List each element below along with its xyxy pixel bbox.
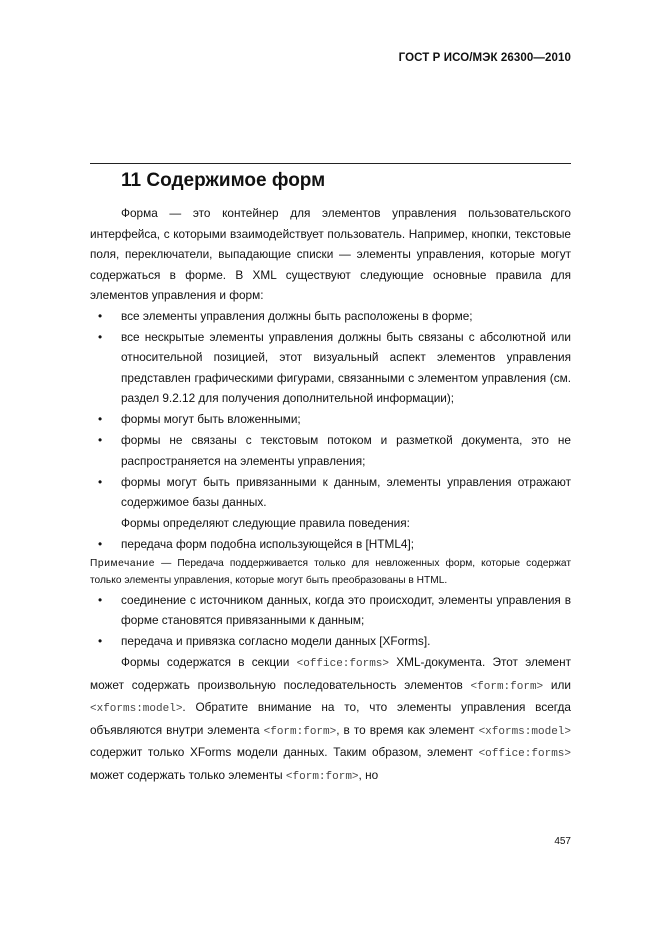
note-label: Примечание [90, 557, 155, 569]
list-item: • формы не связаны с текстовым потоком и разметкой документа, это не распространяется на элементы управления; [90, 430, 571, 471]
code-form-form: <form:form> [285, 770, 359, 783]
section-title: 11 Содержимое форм [121, 170, 326, 191]
code-office-forms: <office:forms> [296, 658, 390, 670]
code-xforms-model: <xforms:model> [478, 725, 571, 738]
list-item: • соединение с источником данных, когда это происходит, элементы управления в форме становятся привязанными к данным; [90, 590, 571, 631]
list-item: • формы могут быть привязанными к данным, элементы управления отражают содержимое базы данных. [90, 472, 571, 513]
page-body [90, 203, 571, 787]
list-item: • передача форм подобна использующейся в [HTML4]; [90, 534, 571, 555]
closing-text: содержит только XForms модели данных. Таким образом, элемент [90, 745, 479, 759]
section-divider [90, 163, 571, 164]
code-xforms-model: <xforms:model> [90, 703, 183, 715]
behavior-list-continued [90, 590, 571, 652]
list-item: • все элементы управления должны быть расположены в форме; [90, 306, 571, 327]
list-item: • передача и привязка согласно модели данных [XForms]. [90, 631, 571, 652]
behavior-intro: Формы определяют следующие правила поведения: [121, 516, 410, 530]
closing-text: или [543, 677, 571, 692]
intro-paragraph: Форма — это контейнер для элементов управления пользовательского интерфейса, с которыми взаимодействует пользователь. Например, кнопки, текстовые поля, переключатели, выпадающие списки — элементы управления, которые могут содержаться в форме. В XML существуют следующие основные правила для элементов управления и форм: [90, 206, 571, 302]
note-paragraph [90, 555, 571, 590]
code-form-form: <form:form> [263, 725, 337, 738]
page-number: 457 [554, 836, 571, 847]
behavior-list [90, 534, 571, 555]
closing-text: Формы содержатся в секции [121, 655, 297, 669]
list-item: • формы могут быть вложенными; [90, 409, 571, 430]
closing-text: , но [358, 767, 379, 782]
rules-list [90, 306, 571, 513]
closing-text: может содержать только элементы [90, 767, 286, 782]
code-office-forms: <office:forms> [478, 748, 571, 760]
closing-text: XML-документа. Этот элемент может содержать произвольную последовательность элементов [90, 655, 571, 692]
closing-text: , в то время как элемент [336, 722, 479, 737]
note-text: — Передача поддерживается только для невложенных форм, которые содержат только элементы управления, которые могут быть преобразованы в HTML. [90, 557, 571, 586]
closing-paragraph [90, 652, 571, 787]
closing-text: . Обратите внимание на то, что элементы управления всегда объявляются внутри элемента [90, 700, 571, 737]
document-header: ГОСТ Р ИСО/МЭК 26300—2010 [398, 52, 571, 64]
list-item: • все нескрытые элементы управления должны быть связаны с абсолютной или относительной позицией, этот визуальный аспект элементов управления представлен графическими фигурами, связанными с элементом управления (см. раздел 9.2.12 для получения дополнительной информации); [90, 327, 571, 409]
code-form-form: <form:form> [470, 680, 544, 693]
